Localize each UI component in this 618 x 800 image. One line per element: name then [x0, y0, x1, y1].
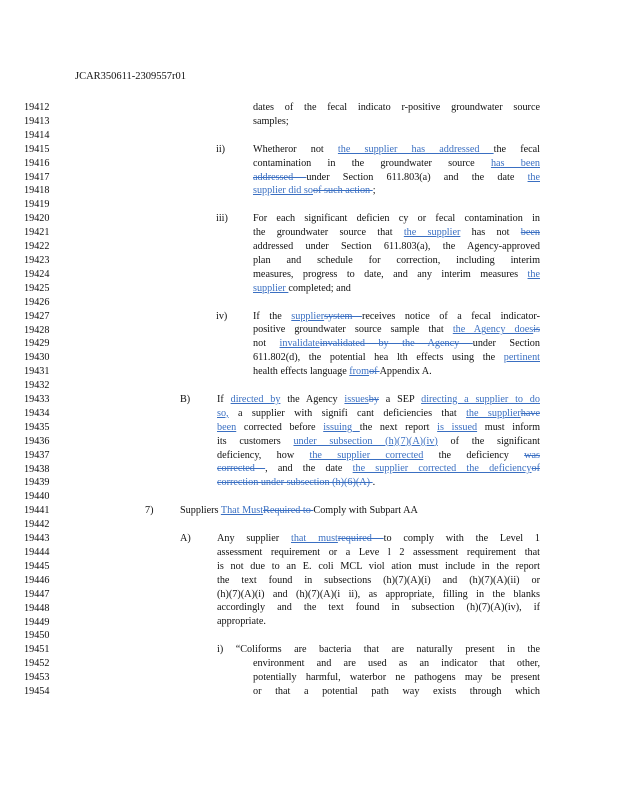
text-line: [253, 310, 540, 324]
deleted-text: have: [520, 407, 540, 419]
text-run: a supplier with signifi cant deficiencies that: [228, 407, 467, 419]
text-run: plan and schedule for correction, including interim: [253, 254, 540, 266]
text-run: dates of the fecal indicato r-positive groundwater source: [253, 102, 540, 113]
text-run: of the significant: [437, 435, 540, 447]
text-line: [253, 240, 540, 254]
text-run: contamination in the groundwater source: [253, 157, 491, 169]
inserted-text: the: [527, 268, 540, 280]
text-run: under Section 611.803(a) and the date: [306, 171, 528, 183]
text-run: For each significant deficien cy or fecal contamination in: [253, 213, 540, 225]
inserted-text: that must: [290, 532, 338, 544]
inserted-text: from: [349, 366, 370, 378]
text-run: to comply with the Level 1: [383, 532, 540, 544]
line-number: 19440: [24, 491, 50, 503]
item-marker-ii: ii): [216, 143, 226, 155]
text-run: Appendix A.: [379, 366, 432, 378]
line-number: 19433: [24, 394, 50, 406]
line-number: 19415: [24, 143, 50, 155]
line-number: 19434: [24, 407, 50, 419]
text-line: [217, 435, 540, 449]
text-line: [217, 476, 375, 490]
text-run: ;: [372, 185, 376, 197]
text-line: [217, 574, 540, 588]
text-run: not: [253, 338, 280, 350]
line-number: 19450: [24, 630, 50, 642]
text-run: Whetheror not: [253, 143, 338, 155]
text-line: [217, 407, 540, 421]
text-run: environment and are used as an indicator that other,: [253, 658, 540, 669]
inserted-text: been: [217, 421, 237, 433]
inserted-text: the supplier corrected the deficiency: [352, 463, 532, 475]
text-run: Comply with Subpart AA: [313, 505, 418, 517]
text-line: [253, 323, 540, 337]
text-line: [217, 449, 540, 463]
text-run: the text found in subsections (h)(7)(A)(i) and (h)(7)(A)(ii) or: [217, 574, 540, 586]
text-line: [217, 546, 540, 560]
line-number: 19443: [24, 533, 50, 545]
text-run: Suppliers: [180, 505, 221, 517]
line-number: 19421: [24, 227, 50, 239]
text-run: accordingly and the text found in subsection (h)(7)(A)(iv), if: [217, 602, 540, 614]
deleted-text: required: [337, 532, 384, 544]
text-line: [253, 657, 540, 671]
line-number: 19438: [24, 463, 50, 475]
text-run: under Section: [472, 338, 540, 350]
deleted-text: addressed: [253, 171, 307, 183]
line-number: 19429: [24, 338, 50, 350]
text-run: the next report: [359, 421, 438, 433]
line-number: 19447: [24, 588, 50, 600]
line-number: 19419: [24, 199, 50, 211]
line-number: 19435: [24, 421, 50, 433]
deleted-text: invalidated by the Agency: [319, 338, 473, 350]
text-run: a SEP: [378, 393, 422, 405]
deleted-text: of: [369, 366, 380, 378]
inserted-text: has been: [490, 157, 540, 169]
text-run: .: [372, 477, 376, 489]
inserted-text: so,: [217, 407, 229, 419]
line-number: 19418: [24, 185, 50, 197]
line-number: 19452: [24, 658, 50, 670]
item-marker-iii: iii): [216, 213, 228, 225]
text-run: health effects language: [253, 366, 350, 378]
text-run: deficiency, how: [217, 449, 310, 461]
text-run: receives notice of a fecal indicator-: [361, 310, 540, 322]
inserted-text: supplier: [291, 310, 325, 322]
text-run: , and the date: [265, 463, 353, 475]
text-line: [217, 532, 540, 546]
inserted-text: directed by: [230, 393, 281, 405]
text-line: [217, 588, 540, 602]
deleted-text: by: [368, 393, 379, 405]
text-line: [253, 212, 540, 226]
text-line: [253, 184, 376, 198]
text-line: [253, 143, 540, 157]
inserted-text: invalidate: [279, 338, 320, 350]
text-run: potentially harmful, waterbor ne pathogens may be present: [253, 671, 540, 683]
line-number: 19423: [24, 254, 50, 266]
line-number: 19444: [24, 547, 50, 558]
line-number: 19451: [24, 644, 50, 656]
line-number: 19422: [24, 241, 50, 253]
line-number: 19414: [24, 129, 50, 141]
line-number: 19420: [24, 213, 50, 225]
item-marker-b: B): [180, 393, 191, 405]
inserted-text: is issued: [437, 421, 478, 433]
text-line: [253, 254, 540, 268]
text-run: If the: [253, 310, 292, 322]
text-run: must inform: [477, 421, 540, 433]
line-number: 19432: [24, 380, 50, 392]
line-number: 19416: [24, 157, 50, 169]
text-run: positive groundwater source sample that: [253, 324, 453, 336]
text-run: has not: [460, 227, 521, 239]
text-run: 611.802(d), the potential hea lth effects using the: [253, 352, 504, 364]
line-number: 19428: [24, 324, 50, 336]
line-number: 19430: [24, 352, 50, 364]
text-line: [253, 671, 540, 685]
line-number: 19448: [24, 602, 50, 614]
line-number: 19439: [24, 477, 50, 489]
text-line: [253, 268, 540, 282]
text-run: the deficiency: [423, 449, 525, 461]
text-run: completed; and: [288, 282, 351, 294]
line-number: 19437: [24, 449, 50, 461]
deleted-text: corrected: [217, 463, 266, 475]
line-number: 19436: [24, 435, 50, 447]
line-number: 19449: [24, 616, 50, 628]
line-number: 19453: [24, 672, 50, 684]
text-line: [253, 101, 540, 115]
inserted-text: under subsection (h)(7)(A)(iv): [293, 435, 438, 447]
inserted-text: the supplier has addressed: [337, 143, 494, 155]
inserted-text: the supplier: [403, 227, 461, 239]
inserted-text: directing a supplier to do: [421, 393, 540, 405]
text-line: [217, 601, 540, 615]
deleted-text: was: [524, 449, 540, 461]
text-line: [253, 351, 540, 365]
line-number: 19454: [24, 686, 50, 698]
inserted-text: the supplier: [466, 407, 521, 419]
inserted-text: the: [527, 171, 540, 183]
text-line: [180, 504, 418, 518]
text-run: addressed under Section 611.803(a), the Agency-approved: [253, 241, 540, 252]
text-line: [217, 462, 540, 476]
text-run: (h)(7)(A)(i) and (h)(7)(A)(i ii), as appropriate, filling in the blanks: [217, 588, 540, 600]
text-run: the groundwater source that: [253, 227, 404, 239]
line-number: 19424: [24, 268, 50, 280]
line-number: 19425: [24, 282, 50, 294]
deleted-text: correction under subsection (h)(6)(A): [217, 477, 373, 489]
document-id: JCAR350611-2309557r01: [75, 71, 187, 82]
inserted-text: supplier did so: [253, 185, 313, 197]
text-run: measures, progress to date, and any interim measures: [253, 268, 528, 280]
deleted-text: been: [520, 227, 540, 239]
text-run: samples;: [253, 115, 289, 127]
text-line: [253, 685, 540, 699]
text-line: [253, 337, 540, 351]
text-line: [217, 643, 540, 657]
text-run: assessment requirement or a Leve l 2 assessment requirement that: [217, 546, 540, 558]
item-marker-a: A): [180, 532, 191, 544]
item-marker-iv: iv): [216, 310, 228, 322]
inserted-text: issuing: [323, 421, 360, 433]
inserted-text: the supplier corrected: [309, 449, 424, 461]
text-run: Any supplier: [217, 532, 291, 544]
deleted-text: of: [531, 463, 540, 475]
line-number-column: [24, 101, 49, 699]
line-number: 19446: [24, 574, 50, 586]
deleted-text: of such action: [313, 185, 373, 197]
deleted-text: Required to: [263, 505, 314, 517]
text-line: [253, 365, 432, 379]
inserted-text: That Must: [220, 505, 264, 517]
text-line: [253, 115, 289, 129]
text-run: corrected before: [236, 421, 324, 433]
text-run: If: [217, 393, 231, 405]
text-line: [253, 157, 540, 171]
line-number: 19426: [24, 296, 50, 308]
text-line: [253, 171, 540, 185]
text-run: the Agency: [280, 393, 345, 405]
line-number: 19427: [24, 310, 50, 322]
text-run: i) “Coliforms are bacteria that are naturally present in the: [217, 644, 540, 656]
inserted-text: pertinent: [503, 352, 540, 364]
item-marker-7: 7): [145, 505, 154, 517]
line-number: 19431: [24, 366, 50, 378]
text-run: the fecal: [493, 143, 540, 155]
line-number: 19441: [24, 505, 50, 517]
inserted-text: supplier: [253, 282, 289, 294]
line-number: 19413: [24, 115, 50, 127]
line-number: 19445: [24, 560, 50, 572]
text-run: appropriate.: [217, 616, 266, 628]
text-line: [253, 226, 540, 240]
text-line: [217, 560, 540, 574]
line-number: 19417: [24, 171, 50, 183]
text-run: is not due to an E. coli MCL viol ation must include in the report: [217, 560, 540, 572]
line-number: 19412: [24, 102, 50, 113]
text-line: [217, 393, 540, 407]
deleted-text: system: [324, 310, 362, 322]
text-line: [253, 282, 351, 296]
text-run: its customers: [217, 435, 294, 447]
text-line: [217, 421, 540, 435]
line-number: 19442: [24, 519, 50, 531]
text-run: or that a potential path way exists through which: [253, 685, 540, 697]
deleted-text: is: [533, 324, 540, 336]
inserted-text: the Agency does: [452, 324, 534, 336]
inserted-text: issues: [344, 393, 369, 405]
text-line: [217, 615, 266, 629]
